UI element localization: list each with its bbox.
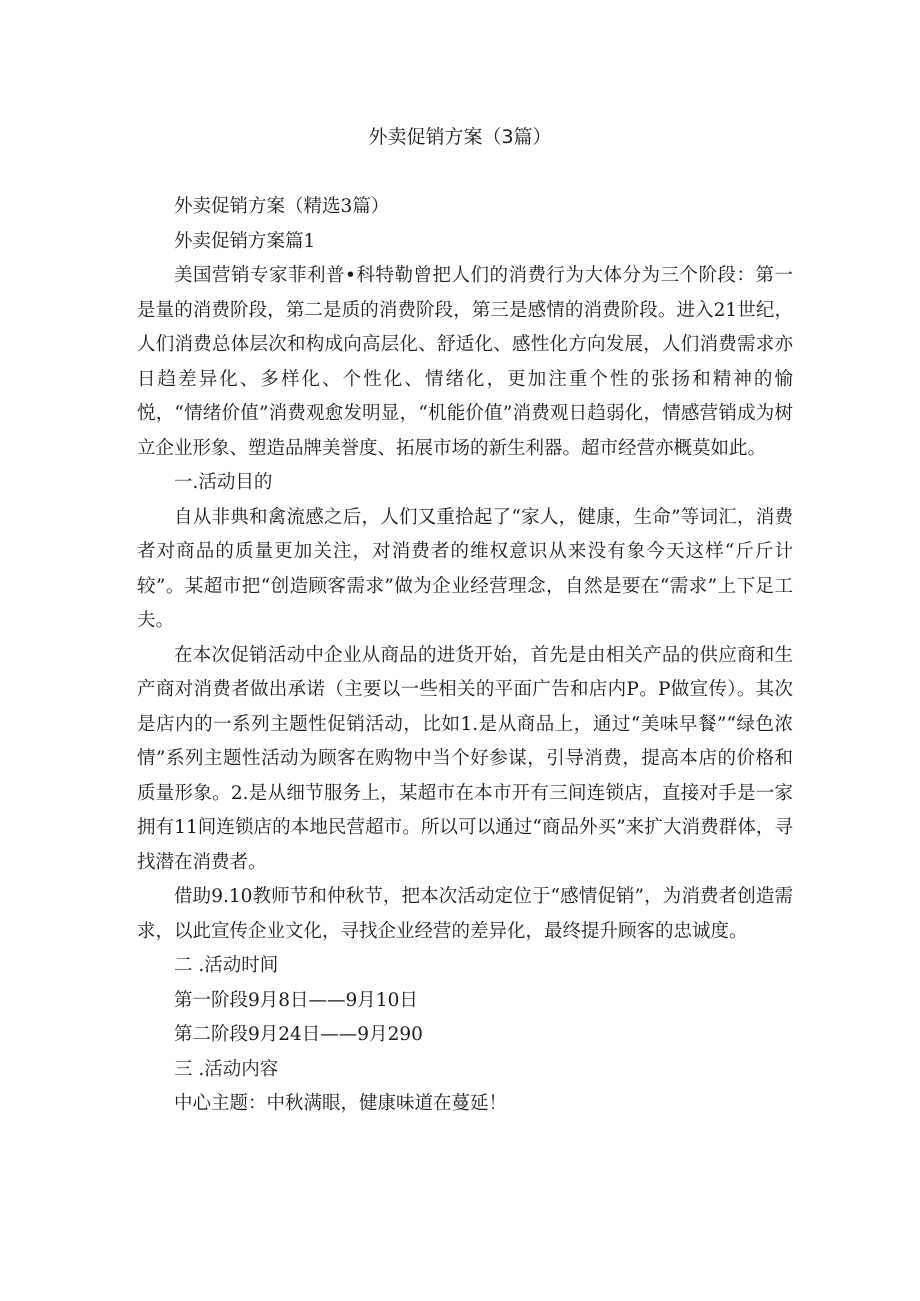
paragraph-promotion: 在本次促销活动中企业从商品的进货开始，首先是由相关产品的供应商和生产商对消费者做出承诺（主要以一些相关的平面广告和店内P。P做宣传）。其次是店内的一系列主题性促销活动，比如1.是从商品上，通过“美味早餐”“绿色浓情”系列主题性活动为顾客在购物中当个好参谋，引导消费，提高本店的价格和质量形象。2.是从细节服务上，某超市在本市开有三间连锁店，直接对手是一家拥有11间连锁店的本地民营超市。所以可以通过“商品外买”来扩大消费群体，寻找潜在消费者。 [137,644,793,873]
heading-activity-content: 三 .活动内容 [174,1058,279,1080]
phase-one-line: 第一阶段9月8日——9月10日 [174,989,418,1011]
phase-two-line: 第二阶段9月24日——9月290 [174,1024,423,1045]
heading-activity-purpose: 一.活动目的 [174,472,273,493]
heading-activity-time: 二 .活动时间 [174,955,279,976]
subtitle-line: 外卖促销方案（精选3篇） [174,196,390,217]
section-heading-part1: 外卖促销方案篇1 [174,230,316,252]
document-body [137,190,793,1122]
paragraph-intro: 美国营销专家菲利普•科特勒曾把人们的消费行为大体分为三个阶段：第一是量的消费阶段，第二是质的消费阶段，第三是感情的消费阶段。进入21世纪，人们消费总体层次和构成向高层化、舒适化、感性化方向发展，人们消费需求亦日趋差异化、多样化、个性化、情绪化，更加注重个性的张扬和精神的愉悦，“情绪价值”消费观愈发明显，“机能价值”消费观日趋弱化，情感营销成为树立企业形象、塑造品牌美誉度、拓展市场的新生利器。超市经营亦概莫如此。 [137,265,793,459]
central-theme-line: 中心主题：中秋满眼，健康味道在蔓延！ [174,1093,508,1114]
document-title: 外卖促销方案（3篇） [368,126,552,148]
paragraph-purpose: 自从非典和禽流感之后，人们又重拾起了“家人，健康，生命”等词汇，消费者对商品的质量更加关注，对消费者的维权意识从来没有象今天这样“斤斤计较”。某超市把“创造顾客需求”做为企业经营理念，自然是要在“需求”上下足工夫。 [137,506,793,631]
paragraph-positioning: 借助9.10教师节和仲秋节，把本次活动定位于“感情促销”，为消费者创造需求，以此宣传企业文化，寻找企业经营的差异化，最终提升顾客的忠诚度。 [137,886,793,942]
